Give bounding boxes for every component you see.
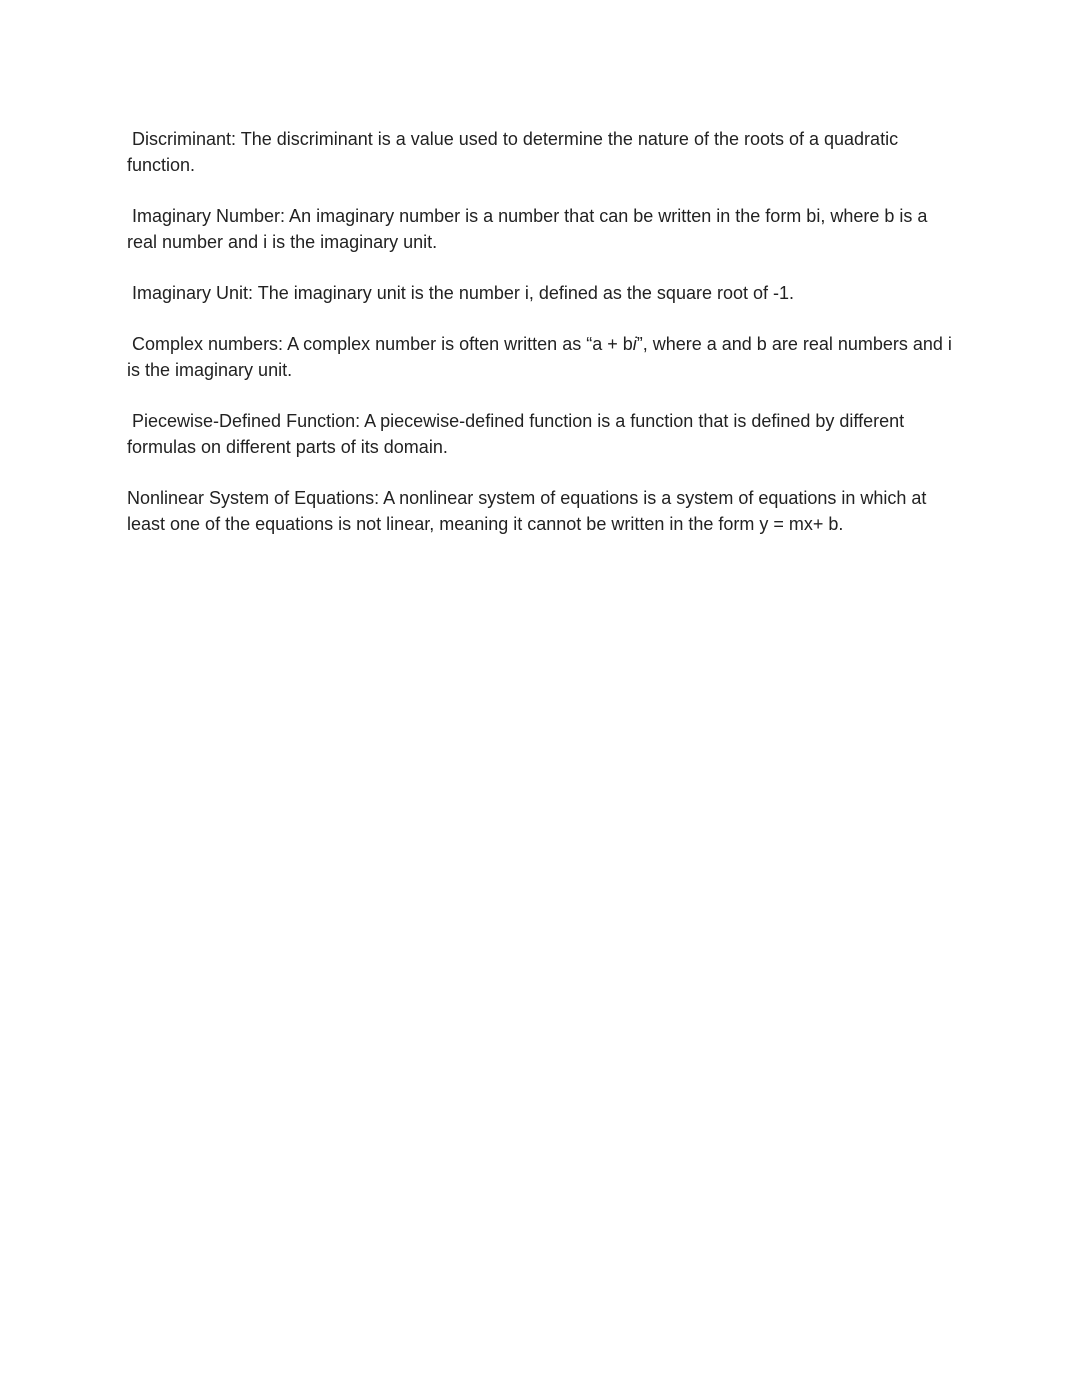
definition-imaginary-unit <box>127 280 957 306</box>
definition-text: Discriminant: The discriminant is a value used to determine the nature of the roots of a quadratic function. <box>127 129 899 175</box>
definition-piecewise-function <box>127 408 957 460</box>
definition-text-italic: i <box>632 334 637 354</box>
definition-discriminant <box>127 126 957 178</box>
definition-nonlinear-system <box>127 485 957 537</box>
definition-text-start: Complex numbers: A complex number is often written as “a + b <box>132 334 633 354</box>
definition-text: Nonlinear System of Equations: A nonlinear system of equations is a system of equations in which at least one of the equations is not linear, meaning it cannot be written in the form y = mx+ b. <box>127 488 927 534</box>
definition-text-end: ”, where a and b are real numbers and i is the imaginary unit. <box>127 334 952 380</box>
definition-imaginary-number <box>127 203 957 255</box>
definition-text: Imaginary Number: An imaginary number is a number that can be written in the form bi, where b is a real number and i is the imaginary unit. <box>127 206 928 252</box>
document-page <box>127 126 957 562</box>
definition-complex-numbers <box>127 331 957 383</box>
definition-text: Piecewise-Defined Function: A piecewise-defined function is a function that is defined by different formulas on different parts of its domain. <box>127 411 905 457</box>
definition-text: Imaginary Unit: The imaginary unit is the number i, defined as the square root of -1. <box>132 283 795 303</box>
